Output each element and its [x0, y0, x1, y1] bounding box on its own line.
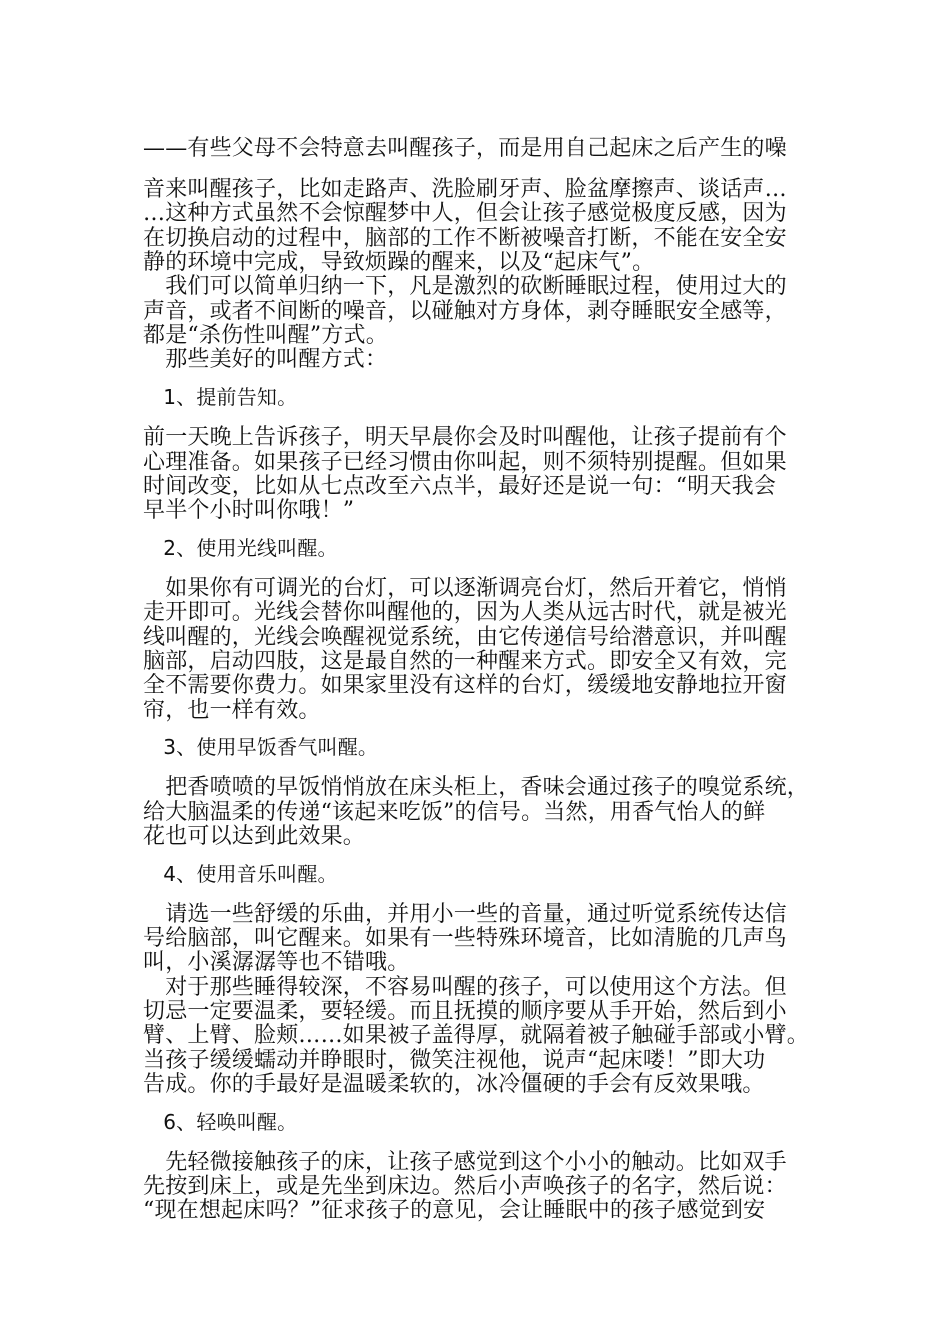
section-heading: 2、使用光线叫醒。: [143, 536, 338, 560]
text-line: 给大脑温柔的传递“该起来吃饭”的信号。当然，用香气怡人的鲜: [143, 800, 766, 825]
section-heading: 4、使用音乐叫醒。: [143, 862, 338, 886]
text-line: 请选一些舒缓的乐曲，并用小一些的音量，通过听觉系统传达信: [143, 902, 787, 927]
text-line: …这种方式虽然不会惊醒梦中人，但会让孩子感觉极度反感，因为: [143, 201, 787, 226]
text-line: 脑部，启动四肢，这是最自然的一种醒来方式。即安全又有效，完: [143, 649, 787, 674]
text-line: 走开即可。光线会替你叫醒他的，因为人类从远古时代，就是被光: [143, 600, 787, 625]
text-line: ——有些父母不会特意去叫醒孩子，而是用自己起床之后产生的噪: [143, 136, 787, 161]
text-line: “现在想起床吗？”征求孩子的意见，会让睡眠中的孩子感觉到安: [143, 1198, 766, 1223]
text-line: 臂、上臂、脸颊……如果被子盖得厚，就隔着被子触碰手部或小臂。: [143, 1023, 810, 1048]
text-line: 叫，小溪潺潺等也不错哦。: [143, 950, 410, 975]
text-line: 花也可以达到此效果。: [143, 824, 366, 849]
text-line: 我们可以简单归纳一下，凡是激烈的砍断睡眠过程，使用过大的: [143, 274, 787, 299]
text-line: 在切换启动的过程中，脑部的工作不断被噪音打断，不能在安全安: [143, 226, 787, 251]
text-line: 声音，或者不间断的噪音，以碰触对方身体，剥夺睡眠安全感等，: [143, 299, 787, 324]
text-line: 号给脑部，叫它醒来。如果有一些特殊环境音，比如清脆的几声鸟: [143, 926, 787, 951]
text-line: 时间改变，比如从七点改至六点半，最好还是说一句：“明天我会: [143, 474, 777, 499]
text-line: 音来叫醒孩子，比如走路声、洗脸刷牙声、脸盆摩擦声、谈话声…: [143, 177, 787, 202]
text-line: 帘，也一样有效。: [143, 698, 321, 723]
text-line: 告成。你的手最好是温暖柔软的，冰冷僵硬的手会有反效果哦。: [143, 1072, 765, 1097]
text-line: 全不需要你费力。如果家里没有这样的台灯，缓缓地安静地拉开窗: [143, 673, 787, 698]
section-heading: 1、提前告知。: [143, 385, 298, 409]
text-line: 先按到床上，或是先坐到床边。然后小声唤孩子的名字，然后说：: [143, 1174, 787, 1199]
text-line: 线叫醒的，光线会唤醒视觉系统，由它传递信号给潜意识，并叫醒: [143, 625, 787, 650]
text-line: 切忌一定要温柔，要轻缓。而且抚摸的顺序要从手开始，然后到小: [143, 999, 787, 1024]
section-heading: 6、轻唤叫醒。: [143, 1110, 298, 1134]
text-line: 对于那些睡得较深，不容易叫醒的孩子，可以使用这个方法。但: [143, 975, 787, 1000]
text-line: 把香喷喷的早饭悄悄放在床头柜上，香味会通过孩子的嗅觉系统，: [143, 775, 810, 800]
text-line: 静的环境中完成，导致烦躁的醒来，以及“起床气”。: [143, 250, 655, 275]
text-line: 那些美好的叫醒方式：: [143, 347, 388, 372]
text-line: 先轻微接触孩子的床，让孩子感觉到这个小小的触动。比如双手: [143, 1150, 787, 1175]
section-heading: 3、使用早饭香气叫醒。: [143, 735, 379, 759]
text-line: 前一天晚上告诉孩子，明天早晨你会及时叫醒他，让孩子提前有个: [143, 425, 787, 450]
text-line: 都是“杀伤性叫醒”方式。: [143, 323, 388, 348]
text-line: 当孩子缓缓蠕动并睁眼时，微笑注视他，说声“起床喽！”即大功: [143, 1048, 766, 1073]
text-line: 心理准备。如果孩子已经习惯由你叫起，则不须特别提醒。但如果: [143, 450, 787, 475]
text-line: 如果你有可调光的台灯，可以逐渐调亮台灯，然后开着它，悄悄: [143, 576, 787, 601]
text-line: 早半个小时叫你哦！”: [143, 498, 355, 523]
